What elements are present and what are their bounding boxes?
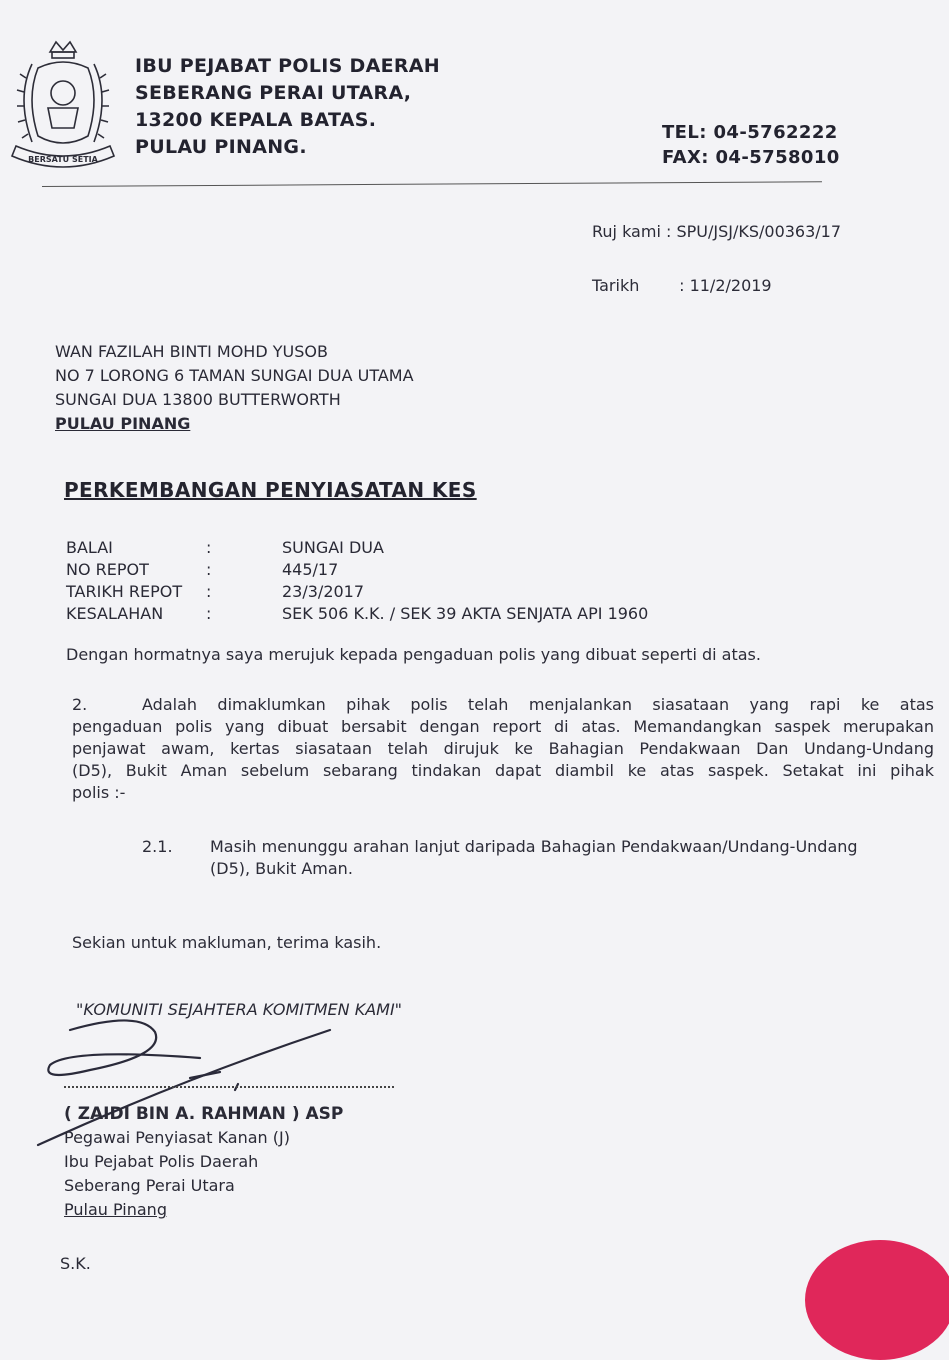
ref-value: : SPU/JSJ/KS/00363/17 (665, 222, 842, 241)
signature-line (64, 1086, 394, 1088)
recipient-address (55, 340, 414, 436)
para-number: 2. (72, 695, 88, 714)
para-line: pengaduan polis yang dibuat bersabit dengan report di atas. Memandangkan saspek merupakan (72, 717, 934, 736)
fax: FAX: 04-5758010 (662, 147, 840, 168)
letterhead-line: SEBERANG PERAI UTARA, (135, 82, 412, 104)
subject-title: PERKEMBANGAN PENYIASATAN KES (64, 478, 477, 502)
subpara-line: (D5), Bukit Aman. (210, 859, 353, 878)
signatory-name: ( ZAIDI BIN A. RAHMAN ) ASP (64, 1104, 344, 1124)
closing-line: Sekian untuk makluman, terima kasih. (72, 933, 382, 952)
telephone: TEL: 04-5762222 (662, 122, 838, 143)
corner-app-badge (805, 1240, 949, 1360)
signatory-position: Pegawai Penyiasat Kanan (J) (64, 1128, 290, 1147)
recipient-line: WAN FAZILAH BINTI MOHD YUSOB (55, 342, 328, 361)
contact-info (662, 120, 840, 170)
svg-text:BERSATU SETIA: BERSATU SETIA (28, 155, 98, 164)
para-line: polis :- (72, 783, 126, 802)
subpara-line: Masih menunggu arahan lanjut daripada Bahagian Pendakwaan/Undang-Undang (210, 837, 858, 856)
para-line: Adalah dimaklumkan pihak polis telah menjalankan siasataan yang rapi ke atas (142, 695, 934, 714)
para-line: penjawat awam, kertas siasataan telah dirujuk ke Bahagian Pendakwaan Dan Undang-Undang (72, 739, 934, 758)
case-label: TARIKH REPOT (66, 582, 183, 601)
signatory-office: Pulau Pinang (64, 1200, 167, 1219)
letterhead-address (135, 53, 440, 161)
letterhead-line: PULAU PINANG. (135, 136, 307, 158)
sk-label: S.K. (60, 1254, 91, 1273)
subparagraph-2-1 (142, 836, 932, 880)
case-colon: : (206, 560, 212, 579)
para-line: (D5), Bukit Aman sebelum sebarang tindakan dapat diambil ke atas saspek. Setakat ini pihak (72, 761, 934, 780)
recipient-line: SUNGAI DUA 13800 BUTTERWORTH (55, 390, 341, 409)
recipient-line: PULAU PINANG (55, 414, 191, 433)
ref-label: Ruj kami (592, 222, 661, 241)
paragraph-2 (72, 694, 934, 804)
case-label: KESALAHAN (66, 604, 164, 623)
case-colon: : (206, 604, 212, 623)
police-crest-logo (8, 38, 118, 178)
case-value: SEK 506 K.K. / SEK 39 AKTA SENJATA API 1960 (282, 604, 649, 623)
case-value: 445/17 (282, 560, 339, 579)
header-divider (42, 181, 822, 187)
case-colon: : (206, 538, 212, 557)
signatory-office: Ibu Pejabat Polis Daerah (64, 1152, 259, 1171)
signatory-office: Seberang Perai Utara (64, 1176, 235, 1195)
letterhead-line: 13200 KEPALA BATAS. (135, 109, 377, 131)
case-label: BALAI (66, 538, 113, 557)
motto: "KOMUNITI SEJAHTERA KOMITMEN KAMI" (76, 1000, 403, 1019)
date-value: : 11/2/2019 (679, 276, 772, 295)
case-label: NO REPOT (66, 560, 149, 579)
case-value: SUNGAI DUA (282, 538, 384, 557)
case-value: 23/3/2017 (282, 582, 365, 601)
reference-number (592, 222, 841, 241)
recipient-line: NO 7 LORONG 6 TAMAN SUNGAI DUA UTAMA (55, 366, 414, 385)
opening-paragraph: Dengan hormatnya saya merujuk kepada pengaduan polis yang dibuat seperti di atas. (66, 645, 761, 664)
signatory-block (64, 1102, 343, 1222)
date-label: Tarikh (592, 276, 640, 295)
case-colon: : (206, 582, 212, 601)
letter-date (592, 276, 772, 295)
letterhead-line: IBU PEJABAT POLIS DAERAH (135, 55, 441, 77)
subpara-number: 2.1. (142, 837, 173, 856)
